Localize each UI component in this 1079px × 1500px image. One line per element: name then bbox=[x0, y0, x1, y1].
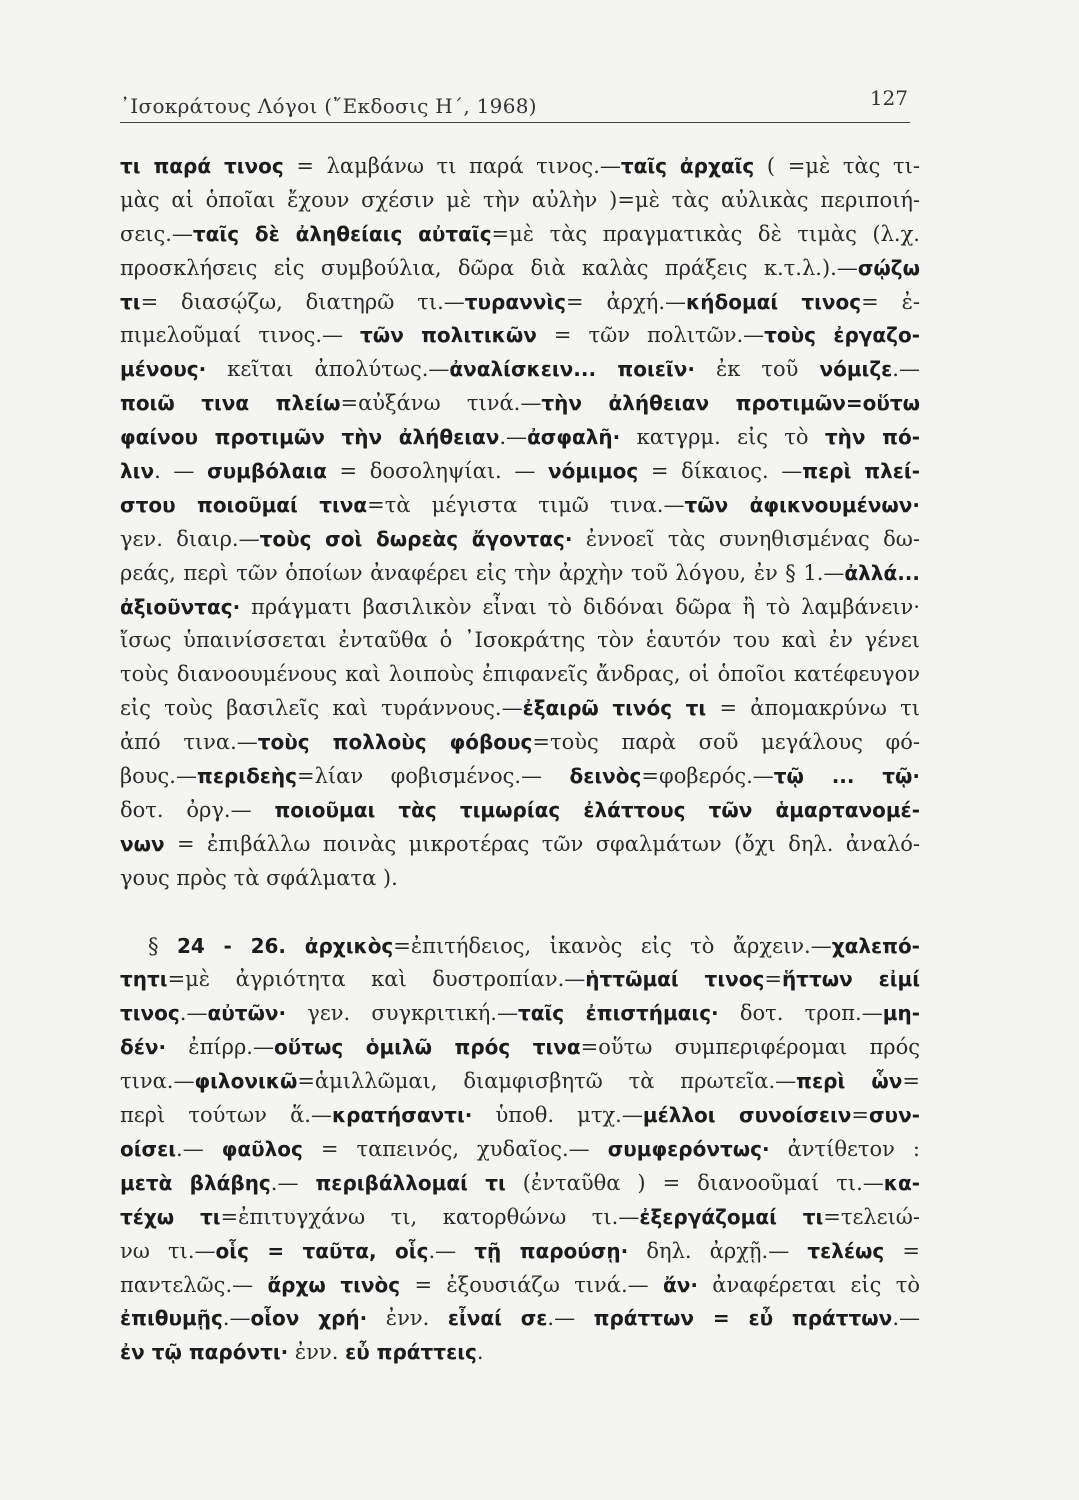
gloss-text: = τῶν πολιτῶν.— bbox=[536, 323, 765, 348]
gloss-text: = bbox=[851, 1103, 869, 1128]
lemma-term: τὴν ἀλήθειαν προτιμῶν=οὕτω bbox=[541, 391, 920, 416]
lemma-term: τῇ παρούσῃ· bbox=[474, 1238, 629, 1263]
lemma-term: τῷ ... τῷ· bbox=[773, 764, 920, 789]
lemma-term: περιδεὴς bbox=[197, 764, 298, 789]
gloss-text: =τοὺς παρὰ σοῦ μεγάλους φό- bbox=[532, 730, 920, 755]
lemma-term: τι bbox=[120, 289, 141, 314]
gloss-text: .— bbox=[270, 1170, 316, 1195]
lemma-term: οἷον χρή· bbox=[250, 1306, 368, 1331]
gloss-text: = ἀπομακρύνω τι bbox=[706, 696, 920, 721]
lemma-term: τι παρά τινος bbox=[120, 154, 284, 178]
gloss-text: γεν. συγκριτική.— bbox=[286, 1001, 518, 1026]
lemma-term: ἐξεργάζομαί τι bbox=[639, 1204, 824, 1229]
lemma-term: κα- bbox=[883, 1170, 920, 1195]
gloss-text: .— bbox=[222, 1306, 251, 1331]
lemma-term: τὴν πό- bbox=[824, 425, 920, 450]
text-line bbox=[120, 726, 920, 760]
gloss-text: = bbox=[902, 1069, 920, 1094]
gloss-text: =φοβερός.— bbox=[641, 764, 774, 789]
lemma-term: τελέως bbox=[807, 1238, 885, 1263]
text-line bbox=[120, 1133, 920, 1167]
gloss-text: ἴσως ὑπαινίσσεται ἐνταῦθα ὁ ᾽Ισοκράτης τὸν ἑαυτόν του καὶ ἐν γένει bbox=[120, 628, 920, 653]
gloss-text: .— bbox=[179, 1001, 208, 1026]
lemma-term: ἡττῶμαί τινος bbox=[585, 967, 765, 992]
lemma-term: νόμιζε bbox=[819, 357, 893, 382]
lemma-term: κήδομαί τινος bbox=[686, 289, 862, 314]
text-line bbox=[120, 1031, 920, 1065]
gloss-text: =μὲ τὰς πραγματικὰς δὲ τιμὰς (λ.χ. bbox=[491, 221, 920, 246]
lemma-term: φιλονικῶ bbox=[194, 1069, 298, 1094]
gloss-text: .— bbox=[176, 1136, 222, 1161]
gloss-text: = δίκαιος. — bbox=[638, 459, 803, 484]
gloss-text: τοὺς διανοουμένους καὶ λοιποὺς ἐπιφανεῖς ἄνδρας, οἱ ὁποῖοι κατέφευγον bbox=[120, 662, 920, 687]
gloss-text: προσκλήσεις εἰς συμβούλια, δῶρα διὰ καλὰς πράξεις κ.τ.λ.).— bbox=[120, 255, 858, 280]
text-line bbox=[120, 387, 920, 421]
lemma-term: κρατήσαντι· bbox=[331, 1103, 473, 1128]
text-line bbox=[120, 252, 920, 286]
gloss-text: . — bbox=[154, 459, 208, 484]
lemma-term: συμβόλαια bbox=[207, 459, 327, 484]
lemma-term: σῴζω bbox=[857, 255, 920, 280]
paragraph bbox=[120, 930, 920, 1371]
gloss-text: ἐννοεῖ τὰς συνηθισμένας δω- bbox=[572, 526, 920, 551]
gloss-text: =ἁμιλλῶμαι, διαμφισβητῶ τὰ πρωτεῖα.— bbox=[297, 1069, 797, 1094]
gloss-text: .— bbox=[428, 1238, 475, 1263]
lemma-term: δέν· bbox=[120, 1035, 167, 1060]
lemma-term: 24 - 26. ἀρχικὸς bbox=[176, 933, 394, 958]
text-line bbox=[120, 150, 920, 184]
gloss-text: = ταπεινός, χυδαῖος.— bbox=[302, 1136, 608, 1161]
gloss-text: παντελῶς.— bbox=[120, 1272, 268, 1297]
lemma-term: μένους· bbox=[120, 357, 207, 382]
gloss-text: = ἐπιβάλλω ποινὰς μικροτέρας τῶν σφαλμάτων (ὄχι δηλ. ἀναλό- bbox=[164, 831, 920, 856]
gloss-text: =ἐπιτυγχάνω τι, κατορθώνω τι.— bbox=[220, 1204, 640, 1229]
gloss-text: μὰς αἱ ὁποῖαι ἔχουν σχέσιν μὲ τὴν αὐλὴν )=μὲ τὰς αὐλικὰς περιποιή- bbox=[120, 187, 920, 212]
text-line bbox=[120, 760, 920, 794]
gloss-text: ὑποθ. μτχ.— bbox=[472, 1103, 643, 1128]
lemma-term: συμφερόντως· bbox=[607, 1136, 770, 1161]
lemma-term: ἥττων εἰμί bbox=[781, 967, 920, 992]
text-line bbox=[120, 624, 920, 658]
lemma-term: στου ποιοῦμαί τινα bbox=[120, 492, 368, 517]
lemma-term: τητι bbox=[120, 967, 168, 992]
gloss-text: =οὕτω συμπεριφέρομαι πρός bbox=[580, 1035, 920, 1060]
lemma-term: ἀσφαλῆ· bbox=[527, 425, 621, 450]
text-line bbox=[120, 286, 920, 320]
lemma-term: μέλλοι συνοίσειν bbox=[642, 1103, 852, 1128]
gloss-text: =λίαν φοβισμένος.— bbox=[297, 764, 570, 789]
lemma-term: μετὰ βλάβης bbox=[120, 1170, 271, 1195]
gloss-text: σεις.— bbox=[120, 221, 193, 246]
gloss-text: περὶ τούτων ἅ.— bbox=[120, 1103, 332, 1128]
gloss-text: .— bbox=[547, 1306, 594, 1331]
gloss-text: εἰς τοὺς βασιλεῖς καὶ τυράννους.— bbox=[120, 696, 523, 721]
lemma-term: αὐτῶν· bbox=[207, 1001, 287, 1026]
gloss-text: = ἐξουσιάζω τινά.— bbox=[400, 1272, 663, 1297]
text-line bbox=[120, 1201, 920, 1235]
lemma-term: περιβάλλομαί τι bbox=[315, 1170, 506, 1195]
gloss-text: ἐπίρρ.— bbox=[166, 1035, 274, 1060]
text-line bbox=[120, 319, 920, 353]
lemma-term: ποιοῦμαι τὰς τιμωρίας ἐλάττους τῶν ἁμαρτανομέ- bbox=[274, 797, 920, 822]
text-line bbox=[120, 489, 920, 523]
lemma-term: ταῖς δὲ ἀληθείαις αὐταῖς bbox=[192, 221, 492, 246]
text-line bbox=[120, 963, 920, 997]
gloss-text: § bbox=[148, 933, 177, 958]
gloss-text: =ἐπιτήδειος, ἱκανὸς εἰς τὸ ἄρχειν.— bbox=[393, 933, 832, 958]
lemma-term: τινος bbox=[120, 1001, 180, 1026]
text-line bbox=[120, 692, 920, 726]
lemma-term: ταῖς ἀρχαῖς bbox=[620, 154, 755, 178]
gloss-text: βους.— bbox=[120, 764, 197, 789]
gloss-text: κατγρμ. εἰς τὸ bbox=[620, 425, 825, 450]
lemma-term: οὕτως ὁμιλῶ πρός τινα bbox=[273, 1035, 581, 1060]
text-line bbox=[120, 1167, 920, 1201]
lemma-term: τῶν πολιτικῶν bbox=[360, 323, 537, 348]
text-line bbox=[120, 421, 920, 455]
text-line bbox=[120, 455, 920, 489]
gloss-text: γεν. διαιρ.— bbox=[120, 526, 260, 551]
gloss-text: = διασῴζω, διατηρῶ τι.— bbox=[140, 289, 465, 314]
gloss-text: = bbox=[884, 1238, 920, 1263]
paragraph-gap bbox=[120, 896, 920, 930]
lemma-term: μη- bbox=[882, 1001, 920, 1026]
text-line bbox=[120, 1235, 920, 1269]
gloss-text: ἀντίθετον : bbox=[769, 1136, 920, 1161]
text-line bbox=[120, 658, 920, 692]
gloss-text: =τὰ μέγιστα τιμῶ τινα.— bbox=[367, 492, 685, 517]
gloss-text: ἀναφέρεται εἰς τὸ bbox=[697, 1272, 920, 1297]
lemma-term: ἄρχω τινὸς bbox=[267, 1272, 401, 1297]
running-header bbox=[120, 86, 910, 123]
gloss-text: =τελειώ- bbox=[823, 1204, 920, 1229]
text-line bbox=[120, 591, 920, 625]
lemma-term: περὶ πλεί- bbox=[802, 459, 920, 484]
gloss-text: ἐνν. bbox=[367, 1306, 448, 1331]
text-line bbox=[120, 353, 920, 387]
gloss-text: = ἀρχή.— bbox=[566, 289, 687, 314]
lemma-term: ἀλλά... bbox=[844, 560, 920, 585]
running-title: ᾽Ισοκράτους Λόγοι (῎Εκδοσις Η΄, 1968) bbox=[120, 94, 537, 118]
gloss-text: =μὲ ἀγριότητα καὶ δυστροπίαν.— bbox=[167, 967, 586, 992]
gloss-text: .— bbox=[892, 357, 920, 382]
gloss-text: = δοσοληψίαι. — bbox=[326, 459, 549, 484]
lemma-term: ποιῶ τινα πλείω bbox=[120, 391, 341, 416]
text-line bbox=[120, 930, 920, 964]
lemma-term: οἷς = ταῦτα, οἷς bbox=[215, 1238, 429, 1263]
gloss-text: .— bbox=[499, 425, 528, 450]
text-line bbox=[120, 184, 920, 218]
lemma-term: νων bbox=[120, 831, 165, 856]
text-line bbox=[120, 557, 920, 591]
text-line bbox=[120, 794, 920, 828]
lemma-term: νόμιμος bbox=[548, 459, 639, 484]
gloss-text: πράγματι βασιλικὸν εἶναι τὸ διδόναι δῶρα ἢ τὸ λαμβάνειν· bbox=[240, 594, 920, 619]
gloss-text: ἐνν. bbox=[288, 1340, 346, 1365]
commentary-text bbox=[120, 150, 920, 1370]
lemma-term: φαῦλος bbox=[221, 1136, 303, 1161]
lemma-term: τυραννὶς bbox=[464, 289, 567, 314]
gloss-text: δοτ. ὀργ.— bbox=[120, 797, 275, 822]
gloss-text: = bbox=[764, 967, 782, 992]
text-line bbox=[120, 218, 920, 252]
lemma-term: εὖ πράττεις bbox=[345, 1340, 477, 1365]
text-line bbox=[120, 1065, 920, 1099]
lemma-term: τέχω τι bbox=[120, 1204, 221, 1229]
gloss-text: κεῖται ἀπολύτως.— bbox=[206, 357, 450, 382]
gloss-text: =αὐξάνω τινά.— bbox=[340, 391, 542, 416]
gloss-text: πιμελοῦμαί τινος.— bbox=[120, 323, 361, 348]
lemma-term: εἶναί σε bbox=[447, 1306, 548, 1331]
gloss-text: = λαμβάνω τι παρά τινος.— bbox=[283, 154, 621, 178]
lemma-term: περὶ ὧν bbox=[796, 1069, 903, 1094]
page-number: 127 bbox=[869, 86, 908, 110]
text-line bbox=[120, 828, 920, 862]
paragraph bbox=[120, 150, 920, 896]
lemma-term: συν- bbox=[868, 1103, 920, 1128]
gloss-text: ρεάς, περὶ τῶν ὁποίων ἀναφέρει εἰς τὴν ἀρχὴν τοῦ λόγου, ἐν § 1.— bbox=[120, 560, 845, 585]
text-line bbox=[120, 997, 920, 1031]
lemma-term: λιν bbox=[120, 459, 155, 484]
gloss-text: . bbox=[476, 1340, 484, 1365]
lemma-term: τῶν ἀφικνουμένων· bbox=[684, 492, 920, 517]
text-line bbox=[120, 862, 920, 896]
gloss-text: τινα.— bbox=[120, 1069, 195, 1094]
gloss-text: δηλ. ἀρχῇ.— bbox=[628, 1238, 808, 1263]
lemma-term: ἀναλίσκειν... ποιεῖν· bbox=[449, 357, 695, 382]
gloss-text: .— bbox=[892, 1306, 920, 1331]
lemma-term: ἄν· bbox=[662, 1272, 698, 1297]
lemma-term: ταῖς ἐπιστήμαις· bbox=[517, 1001, 719, 1026]
text-line bbox=[120, 1269, 920, 1303]
gloss-text: = ἐ- bbox=[861, 289, 920, 314]
gloss-text: ἀπό τινα.— bbox=[120, 730, 258, 755]
gloss-text: γους πρὸς τὰ σφάλματα ). bbox=[120, 865, 398, 890]
lemma-term: τοὺς ἐργαζο- bbox=[764, 323, 920, 348]
lemma-term: ἐπιθυμῇς bbox=[120, 1306, 223, 1331]
text-line bbox=[120, 1302, 920, 1336]
lemma-term: τοὺς πολλοὺς φόβους bbox=[257, 730, 533, 755]
text-line bbox=[120, 523, 920, 557]
gloss-text: (ἐνταῦθα ) = διανοοῦμαί τι.— bbox=[505, 1170, 884, 1195]
lemma-term: τοὺς σοὶ δωρεὰς ἄγοντας· bbox=[259, 526, 573, 551]
gloss-text: νω τι.— bbox=[120, 1238, 216, 1263]
text-line bbox=[120, 1099, 920, 1133]
lemma-term: ἀξιοῦντας· bbox=[120, 594, 241, 619]
gloss-text: δοτ. τροπ.— bbox=[718, 1001, 883, 1026]
gloss-text: ἐκ τοῦ bbox=[694, 357, 820, 382]
gloss-text: ( =μὲ τὰς τι- bbox=[754, 154, 920, 178]
text-line bbox=[120, 1336, 920, 1370]
lemma-term: δεινὸς bbox=[569, 764, 642, 789]
lemma-term: ἐξαιρῶ τινός τι bbox=[522, 696, 707, 721]
lemma-term: οίσει bbox=[120, 1136, 177, 1161]
lemma-term: ἐν τῷ παρόντι· bbox=[120, 1340, 289, 1365]
lemma-term: χαλεπό- bbox=[831, 933, 920, 958]
lemma-term: φαίνου προτιμῶν τὴν ἀλήθειαν bbox=[120, 425, 500, 450]
lemma-term: πράττων = εὖ πράττων bbox=[593, 1306, 893, 1331]
